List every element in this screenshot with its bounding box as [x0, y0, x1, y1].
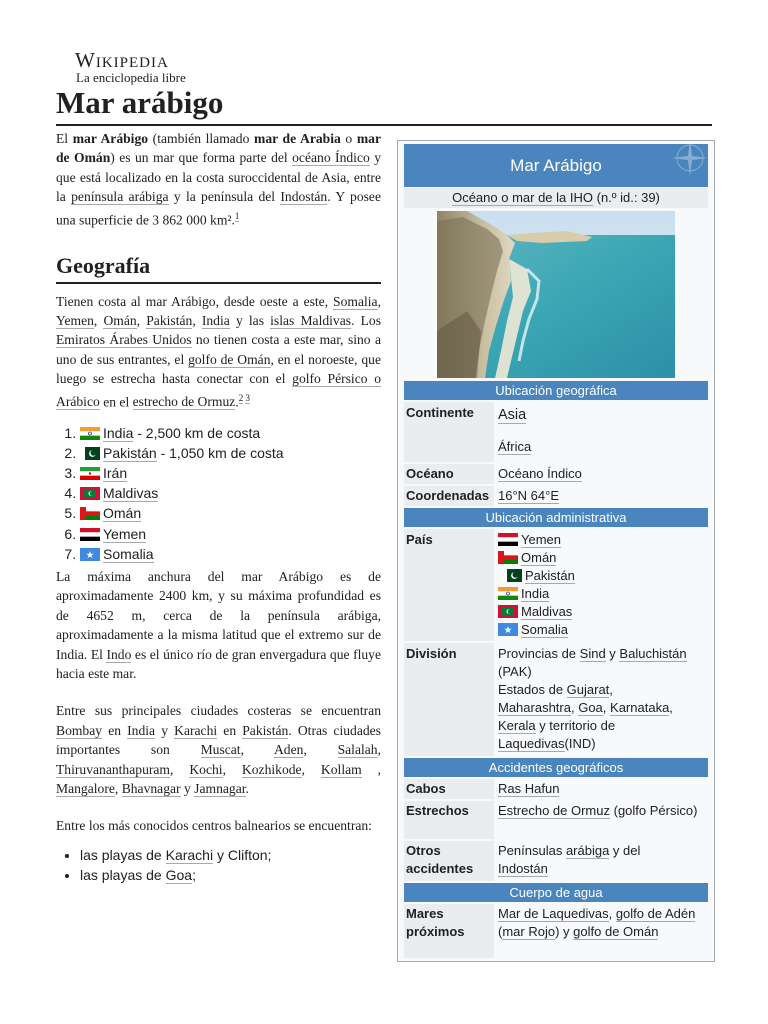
link-ras-hafun[interactable]: Ras Hafun [498, 781, 560, 796]
link-golfo-oman[interactable]: golfo de Omán [188, 351, 271, 367]
flag-india-icon [80, 425, 100, 438]
beaches-list [56, 845, 381, 885]
title-divider [56, 124, 712, 126]
coast-countries-list [56, 423, 381, 564]
flag-yemen-icon [80, 526, 100, 539]
coast-length: - 2,500 km de costa [133, 424, 261, 441]
row-division: División Provincias de Sind y Baluchistán (PAK) Estados de Gujarat, Maharashtra, Goa, Karnataka, Kerala y territorio de Laquedivas(IND) [404, 643, 708, 756]
label-continente: Continente [404, 402, 494, 462]
article-body [56, 128, 381, 885]
row-estrechos: Estrechos Estrecho de Ormuz (golfo Pérsico) [404, 801, 708, 839]
link-aden[interactable]: Aden [273, 742, 304, 758]
infobox-subtitle: Océano o mar de la IHO (n.º id.: 39) [404, 188, 708, 208]
pais-item [498, 585, 708, 603]
coast-country-link[interactable]: Irán [103, 464, 128, 481]
coast-list-item [80, 443, 381, 463]
infobox-title: Mar Arábigo [404, 144, 708, 187]
link-bombay[interactable]: Bombay [56, 722, 103, 738]
coast-list-item [80, 463, 381, 483]
link-oceano-indico-ib[interactable]: Océano Índico [498, 466, 582, 481]
link-salalah[interactable]: Salalah [337, 742, 378, 758]
section-heading-geografia: Geografía [56, 252, 381, 284]
link-thiruvananthapuram[interactable]: Thiruvananthapuram [56, 761, 170, 777]
coast-length: - 1,050 km de costa [156, 444, 284, 461]
link-islas-maldivas[interactable]: islas Maldivas [270, 312, 352, 328]
coastline-photo [437, 211, 675, 378]
link-golfo-persico[interactable]: golfo Pérsico o Arábico [56, 371, 381, 410]
beach-link[interactable]: Karachi [165, 846, 214, 863]
page-title: Mar arábigo [56, 85, 224, 120]
pais-link[interactable]: Omán [521, 550, 557, 565]
link-mar-laquedivas[interactable]: Mar de Laquedivas [498, 906, 609, 921]
geo-paragraph-2: La máxima anchura del mar Arábigo es de aproximadamente 2400 km, y su máxima profundidad es de 4652 m, cerca de la península arábiga, aproximadamente a la misma latitud que el extremo sur de India. El Indo es el único río de gran envergadura que fluye hacia este mar. [56, 568, 381, 681]
ref-1[interactable]: 1 [234, 210, 240, 221]
row-continente [404, 402, 708, 462]
link-peninsula-arabiga[interactable]: península arábiga [71, 189, 169, 205]
flag-pakistan-icon [502, 569, 522, 582]
pais-item [498, 621, 708, 639]
row-oceano: Océano Océano Índico [404, 464, 708, 484]
row-coordenadas: Coordenadas 16°N 64°E [404, 486, 708, 506]
pais-link[interactable]: Somalia [521, 622, 568, 637]
coast-list-item [80, 524, 381, 544]
flag-oman-icon [80, 505, 100, 518]
coast-country-link[interactable]: Omán [103, 505, 142, 522]
flag-oman-icon [498, 551, 518, 564]
ref-3[interactable]: 3 [245, 392, 250, 403]
link-iho[interactable]: Océano o mar de la IHO [452, 190, 593, 205]
pais-item [498, 531, 708, 549]
geo-paragraph-3: Entre sus principales ciudades costeras se encuentran Bombay en India y Karachi en Pakistán. Otras ciudades importantes son Muscat, Aden, Salalah, Thiruvananthapuram, Kochi, Kozhikode, Kollam , Mangalore, Bhavnagar y Jamnagar. [56, 703, 382, 797]
pais-link[interactable]: Pakistán [525, 568, 575, 583]
wikipedia-logo[interactable] [75, 49, 186, 85]
coast-country-link[interactable]: Somalia [103, 545, 154, 562]
link-asia[interactable]: Asia [498, 407, 527, 423]
coast-list-item [80, 423, 381, 443]
section-ubicacion-administrativa: Ubicación administrativa [404, 508, 708, 527]
link-estrecho-ormuz[interactable]: estrecho de Ormuz [132, 394, 236, 410]
compass-rose-icon [648, 144, 708, 187]
pais-link[interactable]: Maldivas [521, 604, 573, 619]
coast-list-item [80, 483, 381, 503]
link-baluchistan[interactable]: Baluchistán [619, 646, 687, 661]
link-india-2[interactable]: India [127, 722, 156, 738]
pais-item [498, 567, 708, 585]
link-kollam[interactable]: Kollam [320, 761, 362, 777]
link-pakistan-2[interactable]: Pakistán [242, 722, 289, 738]
geo-paragraph-1: Tienen costa al mar Arábigo, desde oeste a este, Somalia, Yemen, Omán, Pakistán, India y las islas Maldivas. Los Emiratos Árabes Unidos no tienen costa a este mar, sino a uno de sus entrantes, el golfo de Omán, en el noroeste, que luego se estrecha hasta conectar con el golfo Pérsico o Arábico en el estrecho de Ormuz.$^{2 3}$ [56, 293, 381, 410]
row-otros-accidentes: Otros accidentes Penínsulas arábiga y del Indostán [404, 841, 708, 881]
link-indostan-ib[interactable]: Indostán [498, 861, 548, 876]
flag-pakistan-icon [80, 445, 100, 458]
link-kerala[interactable]: Kerala [498, 718, 536, 733]
section-ubicacion-geografica: Ubicación geográfica [404, 381, 708, 400]
link-oman[interactable]: Omán [103, 312, 137, 328]
flag-maldives-icon [498, 605, 518, 618]
pais-link[interactable]: Yemen [521, 532, 561, 547]
beach-list-item: • las playas de Goa; [80, 865, 381, 885]
row-cabos: Cabos Ras Hafun [404, 779, 708, 799]
link-arabiga[interactable]: arábiga [565, 843, 610, 858]
link-pakistan[interactable]: Pakistán [146, 312, 193, 328]
link-jamnagar[interactable]: Jamnagar [194, 781, 246, 797]
link-indostan[interactable]: Indostán [280, 189, 328, 205]
coast-country-link[interactable]: Yemen [103, 525, 147, 542]
coast-country-link[interactable]: Maldivas [103, 485, 159, 502]
beach-link[interactable]: Goa [165, 867, 193, 884]
link-karnataka[interactable]: Karnataka [610, 700, 670, 715]
link-maharashtra[interactable]: Maharashtra [498, 700, 571, 715]
row-mares-proximos: Mares próximos Mar de Laquedivas, golfo de Adén (mar Rojo) y golfo de Omán [404, 904, 708, 958]
link-golfo-oman-ib[interactable]: golfo de Omán [573, 924, 659, 939]
flag-iran-icon [80, 465, 100, 478]
coast-list-item [80, 544, 381, 564]
link-yemen[interactable]: Yemen [56, 312, 94, 328]
flag-yemen-icon [498, 533, 518, 546]
link-bhavnagar[interactable]: Bhavnagar [121, 781, 181, 797]
section-cuerpo-de-agua: Cuerpo de agua [404, 883, 708, 902]
link-gujarat[interactable]: Gujarat [566, 682, 610, 697]
link-africa[interactable]: África [498, 439, 532, 454]
link-kochi[interactable]: Kochi [189, 761, 223, 777]
row-pais: País Yemen Omán Pakistán India Maldivas Somalia [404, 529, 708, 641]
link-mar-rojo[interactable]: mar Rojo [502, 924, 556, 939]
logo-wordmark: Wikipedia [75, 48, 169, 72]
link-indo[interactable]: Indo [106, 646, 132, 662]
infobox [397, 140, 715, 962]
logo-tagline: La enciclopedia libre [76, 70, 186, 85]
link-emiratos[interactable]: Emiratos Árabes Unidos [56, 332, 192, 348]
link-sind[interactable]: Sind [579, 646, 606, 661]
flag-somalia-icon [80, 546, 100, 559]
coast-country-link[interactable]: Pakistán [103, 444, 157, 461]
coast-list-item [80, 503, 381, 523]
link-karachi[interactable]: Karachi [174, 722, 218, 738]
link-muscat[interactable]: Muscat [200, 742, 241, 758]
pais-item [498, 603, 708, 621]
link-coordenadas[interactable]: 16°N 64°E [498, 488, 559, 503]
link-estrecho-ormuz-ib[interactable]: Estrecho de Ormuz [498, 803, 610, 818]
link-somalia[interactable]: Somalia [333, 293, 378, 309]
link-mangalore[interactable]: Mangalore [56, 781, 115, 797]
beach-list-item: • las playas de Karachi y Clifton; [80, 845, 381, 865]
link-laquedivas[interactable]: Laquedivas [498, 736, 565, 751]
link-oceano-indico[interactable]: océano Índico [292, 150, 370, 166]
intro-paragraph: El mar Arábigo (también llamado mar de Arabia o mar de Omán) es un mar que forma parte del océano Índico y que está localizado en la costa suroccidental de Asia, entre la península arábiga y la península del Indostán. Y posee una superficie de 3 862 000 km².$^1$ [56, 131, 382, 228]
link-golfo-aden[interactable]: golfo de Adén [615, 906, 696, 921]
link-kozhikode[interactable]: Kozhikode [241, 761, 302, 777]
flag-india-icon [498, 587, 518, 600]
pais-link[interactable]: India [521, 586, 550, 601]
section-accidentes-geograficos: Accidentes geográficos [404, 758, 708, 777]
ref-2[interactable]: 2 [238, 392, 244, 403]
flag-maldives-icon [80, 485, 100, 498]
link-india[interactable]: India [201, 312, 230, 328]
flag-somalia-icon [498, 623, 518, 636]
coast-country-link[interactable]: India [103, 424, 134, 441]
pais-item [498, 549, 708, 567]
link-goa-ib[interactable]: Goa [578, 700, 603, 715]
geo-paragraph-4: Entre los más conocidos centros balnearios se encuentran: [56, 818, 372, 834]
